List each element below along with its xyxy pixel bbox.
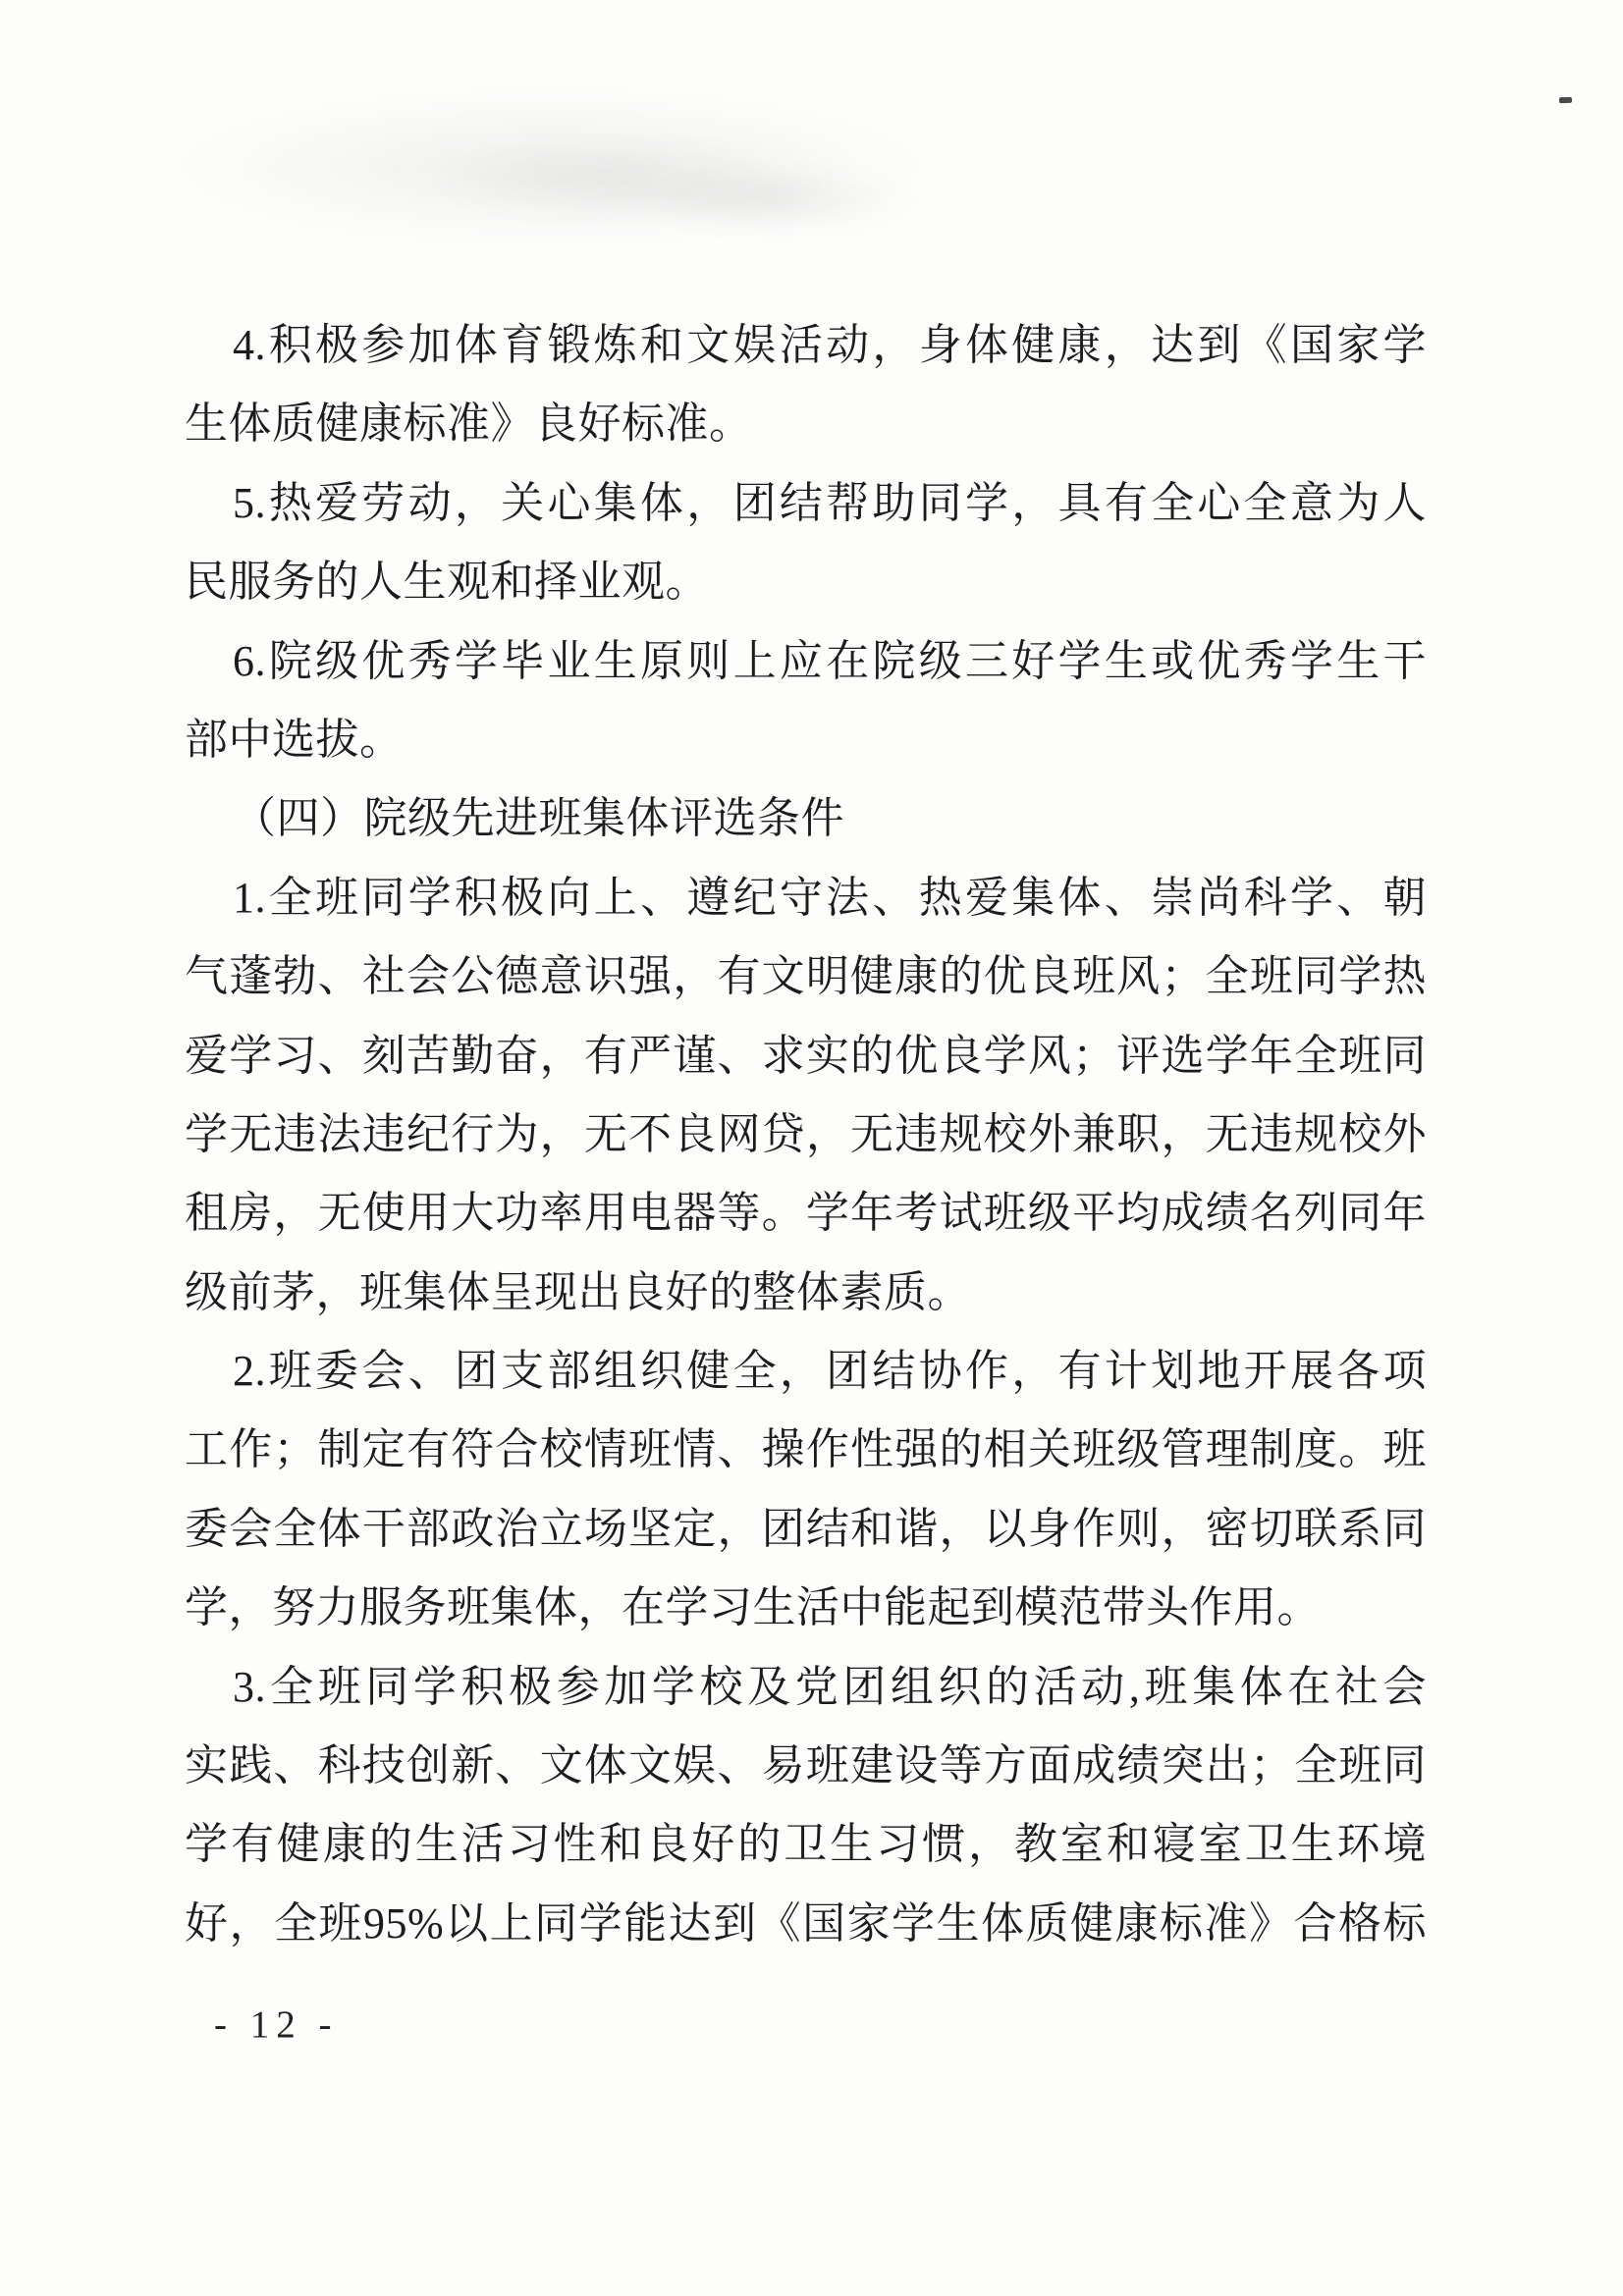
text-line: 民服务的人生观和择业观。 bbox=[185, 558, 709, 607]
scan-artifact bbox=[422, 137, 844, 226]
text-line: 气蓬勃、社会公德意识强，有文明健康的优良班风；全班同学热 bbox=[185, 952, 1427, 1001]
section-heading: （四）院级先进班集体评选条件 bbox=[233, 794, 844, 843]
text-line: 1.全班同学积极向上、遵纪守法、热爱集体、崇尚科学、朝 bbox=[233, 873, 1427, 922]
text-line: 爱学习、刻苦勤奋，有严谨、求实的优良学风；评选学年全班同 bbox=[185, 1031, 1427, 1080]
text-line: 学无违法违纪行为，无不良网贷，无违规校外兼职，无违规校外 bbox=[185, 1109, 1427, 1158]
text-line: 2.班委会、团支部组织健全，团结协作，有计划地开展各项 bbox=[233, 1347, 1427, 1396]
text-line: 实践、科技创新、文体文娱、易班建设等方面成绩突出；全班同 bbox=[185, 1741, 1427, 1790]
text-line: 生体质健康标准》良好标准。 bbox=[185, 400, 753, 449]
text-line: 委会全体干部政治立场坚定，团结和谐，以身作则，密切联系同 bbox=[185, 1504, 1427, 1553]
text-line: 3.全班同学积极参加学校及党团组织的活动,班集体在社会 bbox=[233, 1662, 1427, 1711]
text-line: 好，全班95%以上同学能达到《国家学生体质健康标准》合格标 bbox=[185, 1898, 1427, 1948]
text-line: 学有健康的生活习性和良好的卫生习惯，教室和寝室卫生环境 bbox=[185, 1820, 1427, 1869]
page-number: - 12 - bbox=[214, 2003, 339, 2046]
scan-artifact bbox=[628, 167, 923, 236]
text-line: 5.热爱劳动，关心集体，团结帮助同学，具有全心全意为人 bbox=[233, 478, 1427, 527]
text-line: 租房，无使用大功率用电器等。学年考试班级平均成绩名列同年 bbox=[185, 1189, 1427, 1238]
text-line: 工作；制定有符合校情班情、操作性强的相关班级管理制度。班 bbox=[185, 1425, 1427, 1474]
text-line: 6.院级优秀学毕业生原则上应在院级三好学生或优秀学生干 bbox=[233, 636, 1427, 685]
scan-mark bbox=[1559, 97, 1572, 103]
text-line: 学，努力服务班集体，在学习生活中能起到模范带头作用。 bbox=[185, 1583, 1321, 1632]
text-line: 部中选拔。 bbox=[185, 715, 404, 764]
scan-artifact bbox=[167, 88, 933, 245]
document-body bbox=[185, 306, 1427, 1963]
text-line: 级前茅，班集体呈现出良好的整体素质。 bbox=[185, 1267, 971, 1316]
text-line: 4.积极参加体育锻炼和文娱活动，身体健康，达到《国家学 bbox=[233, 321, 1427, 369]
